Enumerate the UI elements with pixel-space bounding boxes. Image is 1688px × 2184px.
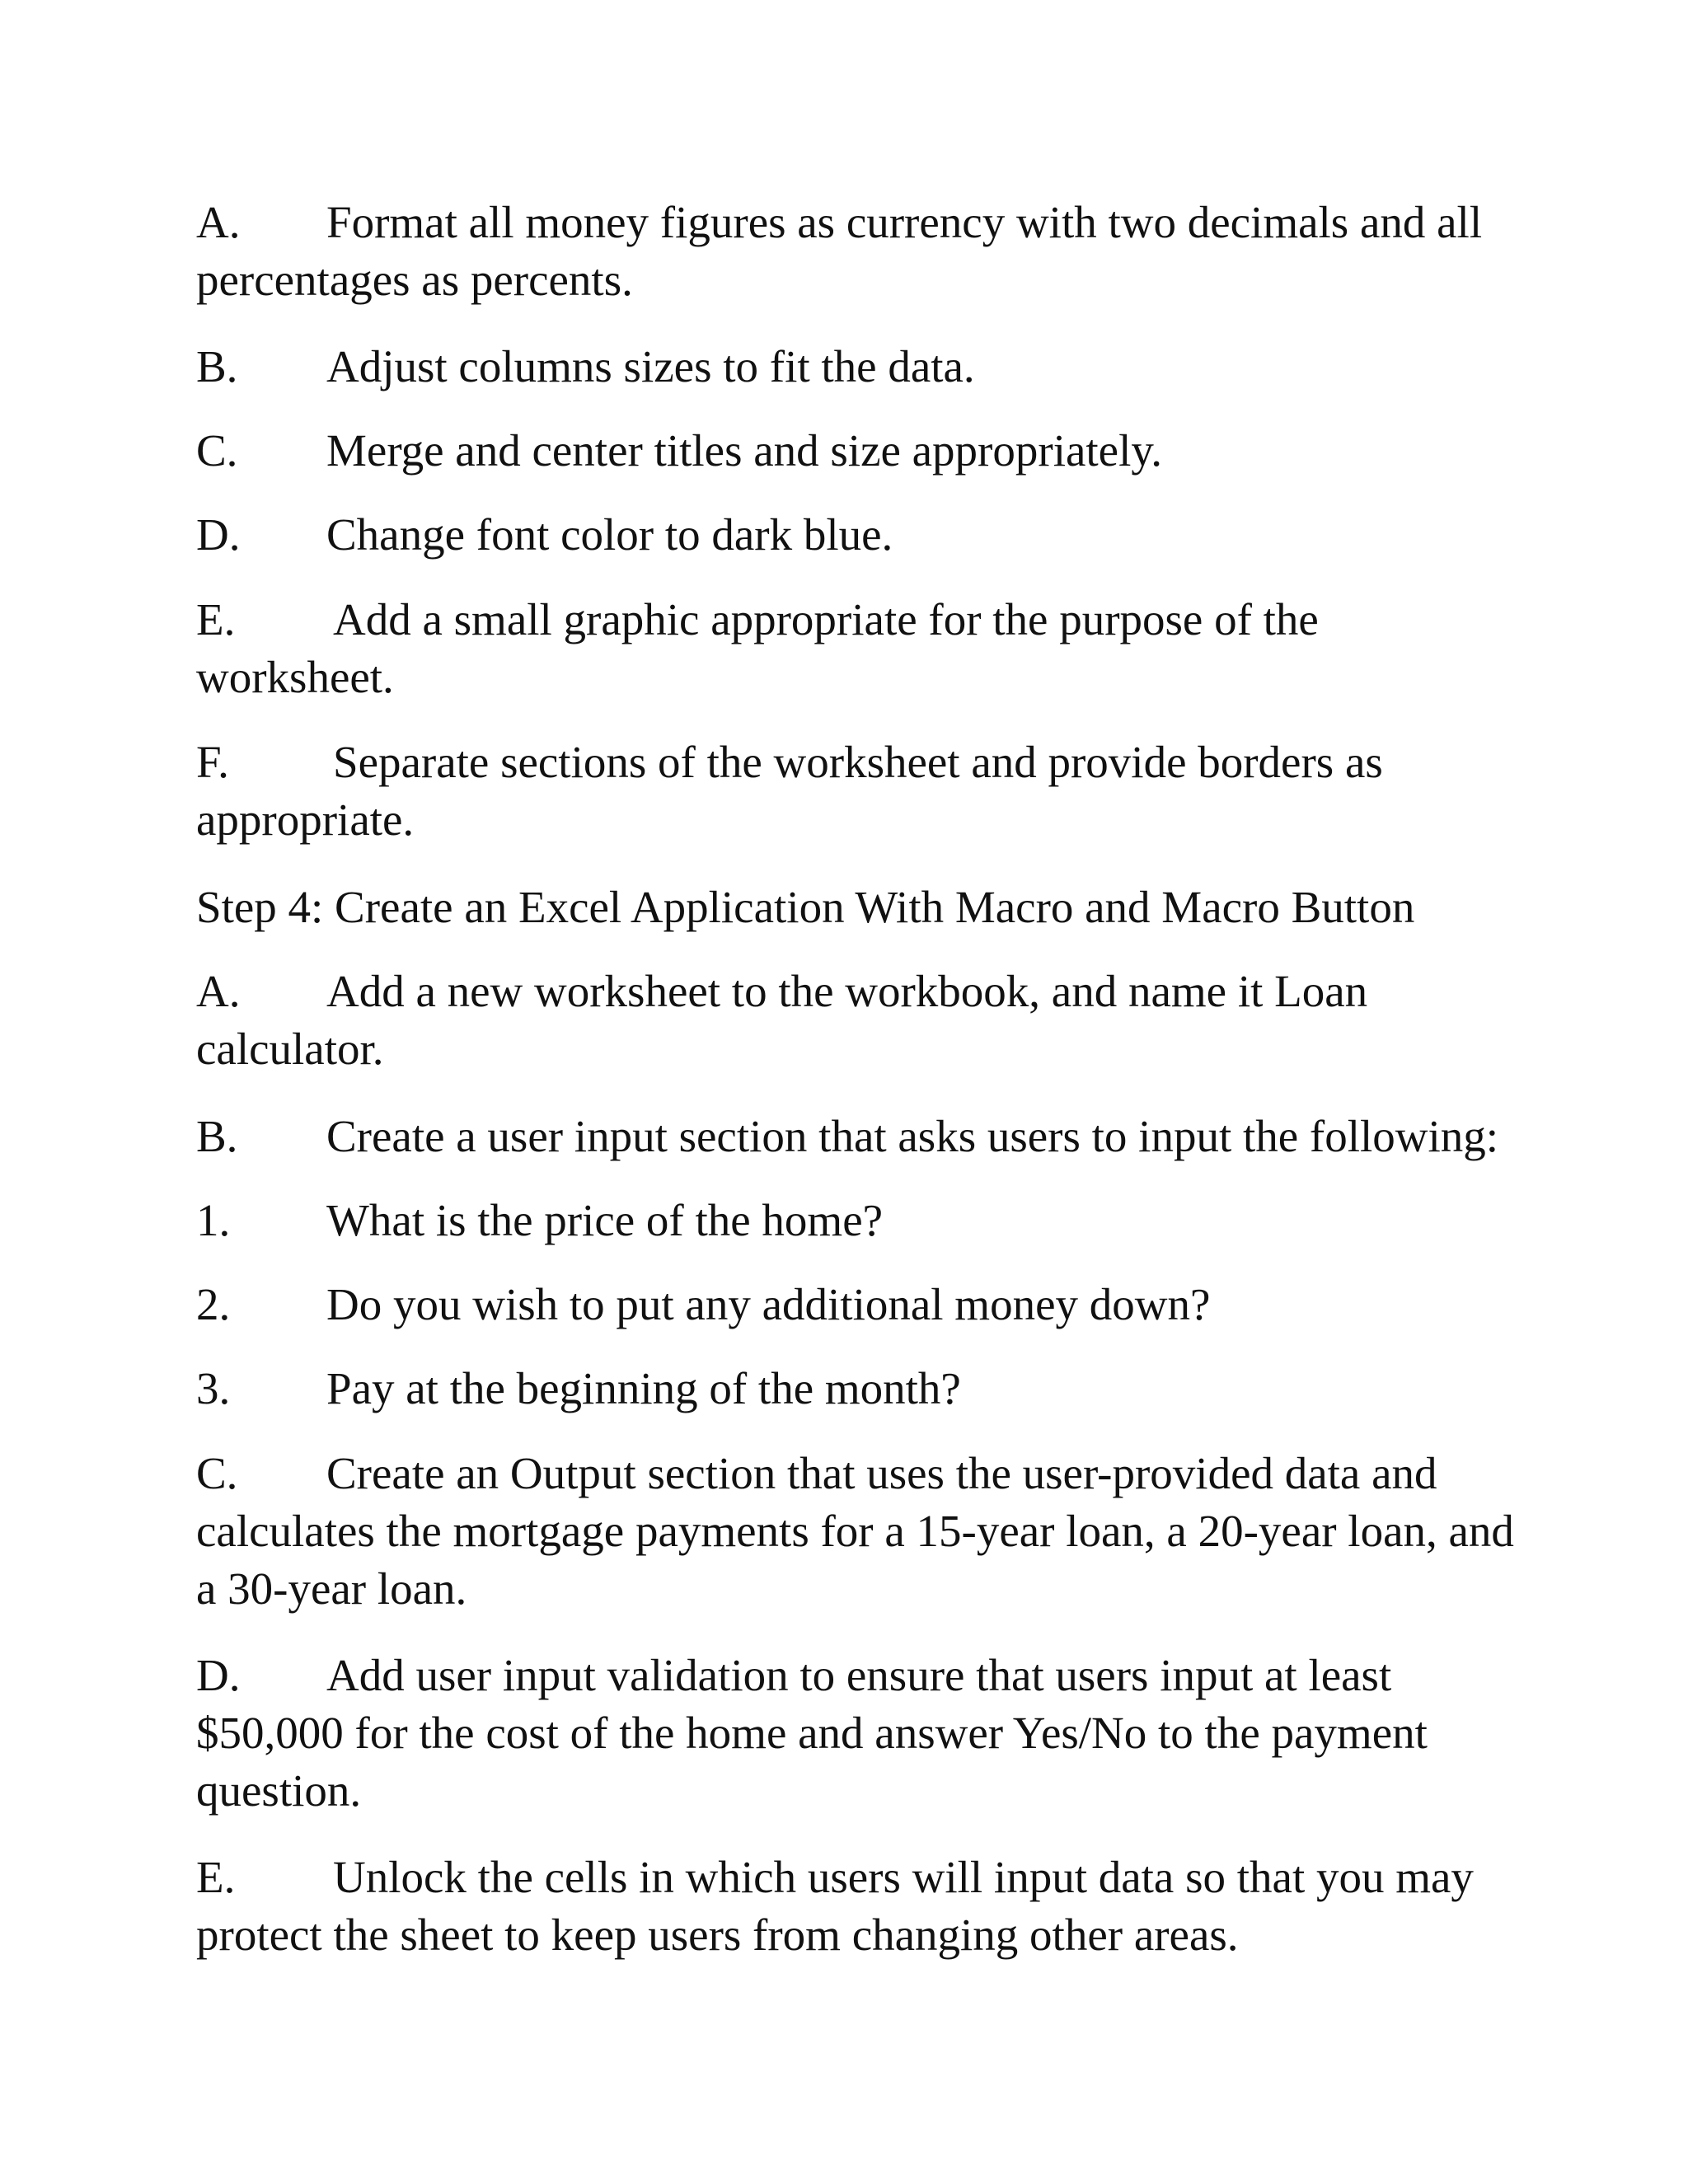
adjust-columns-item xyxy=(196,338,1498,396)
item-marker: A. xyxy=(196,197,241,247)
item-marker: 1. xyxy=(196,1195,231,1245)
item-text-line: Format all money figures as currency with two decimals and all xyxy=(326,197,1483,247)
new-worksheet-item xyxy=(196,963,1498,1078)
item-text-line: Unlock the cells in which users will input data so that you may xyxy=(333,1852,1474,1902)
item-marker: E. xyxy=(196,1852,236,1902)
item-marker: 3. xyxy=(196,1363,231,1413)
item-text-line: What is the price of the home? xyxy=(326,1195,884,1245)
item-text-line: appropriate. xyxy=(196,794,415,845)
font-color-item xyxy=(196,506,1498,564)
item-text-line: Change font color to dark blue. xyxy=(326,509,893,560)
step-4-heading xyxy=(196,879,1498,936)
item-text-line: Add a new worksheet to the workbook, and name it Loan xyxy=(326,966,1368,1016)
input-validation-item xyxy=(196,1647,1498,1820)
format-currency-item xyxy=(196,194,1498,309)
item-text-line: Add user input validation to ensure that users input at least xyxy=(326,1650,1392,1700)
item-marker: C. xyxy=(196,1448,238,1498)
user-input-section-item xyxy=(196,1108,1498,1165)
item-marker: A. xyxy=(196,966,241,1016)
item-text-line: calculator. xyxy=(196,1024,384,1074)
item-text-line: a 30-year loan. xyxy=(196,1563,467,1614)
item-text-line: Do you wish to put any additional money down? xyxy=(326,1279,1211,1329)
item-text-line: Add a small graphic appropriate for the purpose of the xyxy=(333,594,1319,644)
item-text-line: protect the sheet to keep users from changing other areas. xyxy=(196,1910,1239,1960)
step-heading-text: Step 4: Create an Excel Application With Macro and Macro Button xyxy=(196,882,1415,932)
item-text-line: Create an Output section that uses the user-provided data and xyxy=(326,1448,1437,1498)
item-text-line: worksheet. xyxy=(196,652,394,702)
output-section-item xyxy=(196,1445,1514,1618)
home-price-question xyxy=(196,1192,1498,1249)
item-text-line: $50,000 for the cost of the home and answer Yes/No to the payment xyxy=(196,1708,1428,1758)
item-marker: D. xyxy=(196,509,241,560)
money-down-question xyxy=(196,1276,1498,1333)
item-text-line: Adjust columns sizes to fit the data. xyxy=(326,341,975,391)
item-marker: F. xyxy=(196,737,229,787)
item-text-line: Merge and center titles and size appropriately. xyxy=(326,425,1163,476)
item-text-line: Pay at the beginning of the month? xyxy=(326,1363,961,1413)
item-marker: C. xyxy=(196,425,238,476)
item-marker: B. xyxy=(196,1111,238,1161)
item-text-line: Separate sections of the worksheet and provide borders as xyxy=(333,737,1383,787)
item-marker: D. xyxy=(196,1650,241,1700)
pay-beginning-question xyxy=(196,1360,1498,1418)
item-text-line: question. xyxy=(196,1765,362,1816)
item-marker: B. xyxy=(196,341,238,391)
item-text-line: percentages as percents. xyxy=(196,255,633,305)
add-graphic-item xyxy=(196,591,1498,706)
item-marker: 2. xyxy=(196,1279,231,1329)
merge-center-item xyxy=(196,422,1498,480)
item-marker: E. xyxy=(196,594,236,644)
unlock-cells-item xyxy=(196,1849,1498,1964)
item-text-line: Create a user input section that asks users to input the following: xyxy=(326,1111,1499,1161)
item-text-line: calculates the mortgage payments for a 15-year loan, a 20-year loan, and xyxy=(196,1506,1514,1556)
separate-sections-item xyxy=(196,733,1498,849)
